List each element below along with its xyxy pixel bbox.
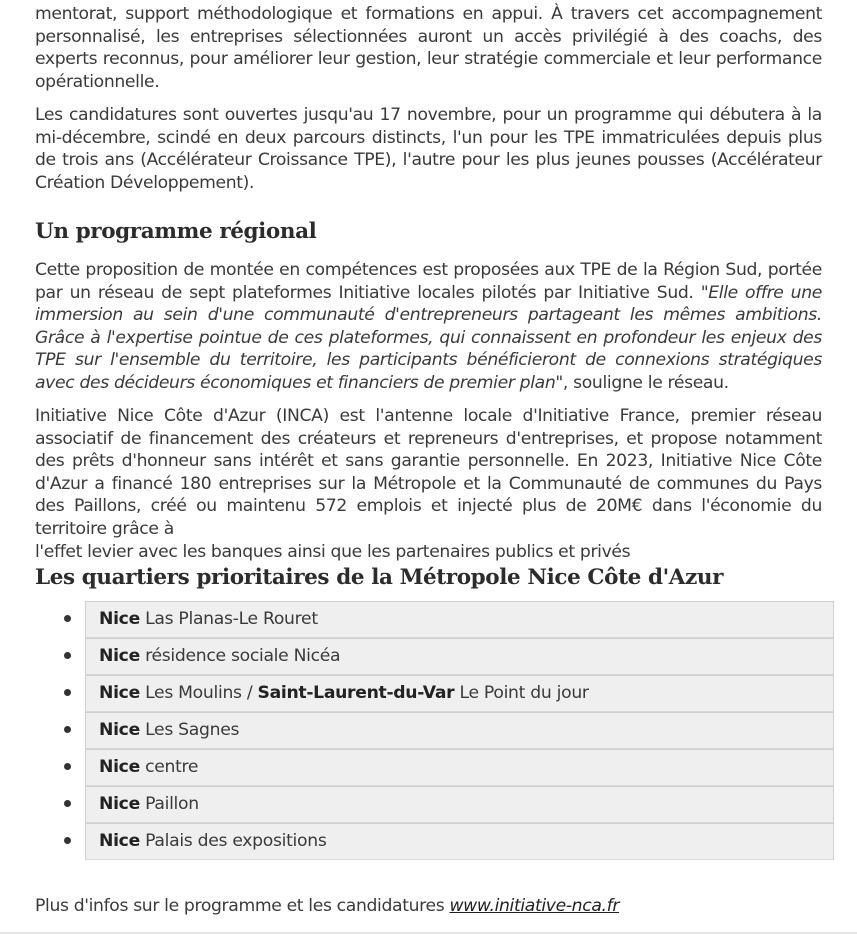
paragraph-region-sud (35, 259, 822, 395)
bullet-icon (64, 800, 71, 807)
quartier-cell (85, 786, 834, 823)
city-label: Nice (99, 720, 140, 740)
quartiers-list (50, 601, 821, 860)
quartier-cell (85, 601, 834, 638)
footer-divider (0, 932, 857, 934)
quartier-name: Les Moulins / (139, 683, 258, 703)
city-label: Nice (99, 683, 140, 703)
city-label: Nice (99, 831, 140, 851)
city-label-2: Saint-Laurent-du-Var (257, 683, 455, 703)
heading-quartiers-prioritaires: Les quartiers prioritaires de la Métropole Nice Côte d'Azur (35, 565, 724, 590)
quartier-cell (85, 638, 834, 675)
heading-programme-regional: Un programme régional (35, 219, 317, 244)
bullet-icon (64, 615, 71, 622)
list-item (50, 601, 821, 638)
list-item (50, 712, 821, 749)
region-sud-quote: Elle offre une immersion au sein d'une communauté d'entrepreneurs partageant les mêmes ambitions. Grâce à l'expertise pointue de ces plateformes, qui connaissent en profondeur les enjeux des TPE sur l'ensemble du territoire, les participants bénéficieront de connexions stratégiques avec des décideurs économiques et financiers de premier plan (35, 282, 822, 393)
quartier-cell (85, 712, 834, 749)
initiative-nca-link[interactable]: www.initiative-nca.fr (449, 896, 620, 916)
quartier-name: centre (139, 757, 199, 777)
bullet-icon (64, 837, 71, 844)
quartier-name: résidence sociale Nicéa (139, 646, 341, 666)
list-item (50, 786, 821, 823)
list-item (50, 675, 821, 712)
region-sud-end: ", souligne le réseau. (555, 372, 729, 393)
quartier-name: Les Sagnes (139, 720, 240, 740)
city-label: Nice (99, 609, 140, 629)
bullet-icon (64, 652, 71, 659)
city-label: Nice (99, 646, 140, 666)
list-item (50, 749, 821, 786)
city-label: Nice (99, 794, 140, 814)
paragraph-inca (35, 405, 822, 563)
quartier-cell (85, 749, 834, 786)
quartier-cell (85, 675, 834, 712)
city-label: Nice (99, 757, 140, 777)
quartier-name: Las Planas-Le Rouret (139, 609, 318, 629)
list-item (50, 823, 821, 860)
inca-text: Initiative Nice Côte d'Azur (INCA) est l'antenne locale d'Initiative France, premier réseau associatif de financement des créateurs et repreneurs d'entreprises, et propose notamment des prêts d'honneur sans intérêt et sans garantie personnelle. En 2023, Initiative Nice Côte d'Azur a financé 180 entreprises sur la Métropole et la Communauté de communes du Pays des Paillons, créé ou maintenu 572 emplois et injecté plus de 20M€ dans l'économie du territoire grâce à (35, 406, 822, 539)
quartier-name: Paillon (139, 794, 199, 814)
bullet-icon (64, 726, 71, 733)
bullet-icon (64, 763, 71, 770)
paragraph-more-info (35, 895, 822, 918)
quartier-name: Palais des expositions (139, 831, 327, 851)
list-item (50, 638, 821, 675)
region-sud-text: Cette proposition de montée en compétences est proposées aux TPE de la Région Sud, portée par un réseau de sept plateformes Initiative locales pilotés par Initiative Sud. " (35, 260, 822, 303)
quartier-cell (85, 823, 834, 860)
inca-text-line2: l'effet levier avec les banques ainsi que les partenaires publics et privés (35, 541, 631, 562)
paragraph-mentorat: mentorat, support méthodologique et formations en appui. À travers cet accompagnement personnalisé, les entreprises sélectionnées auront un accès privilégié à des coachs, des experts reconnus, pour améliorer leur gestion, leur stratégie commerciale et leur performance opérationnelle. (35, 4, 822, 92)
more-info-text: Plus d'infos sur le programme et les candidatures (35, 896, 450, 916)
paragraph-candidatures: Les candidatures sont ouvertes jusqu'au 17 novembre, pour un programme qui débutera à la mi-décembre, scindé en deux parcours distincts, l'un pour les TPE immatriculées depuis plus de trois ans (Accélérateur Croissance TPE), l'autre pour les plus jeunes pousses (Accélérateur Création Développement). (35, 105, 822, 193)
quartier-name-2: Le Point du jour (454, 683, 589, 703)
bullet-icon (64, 689, 71, 696)
